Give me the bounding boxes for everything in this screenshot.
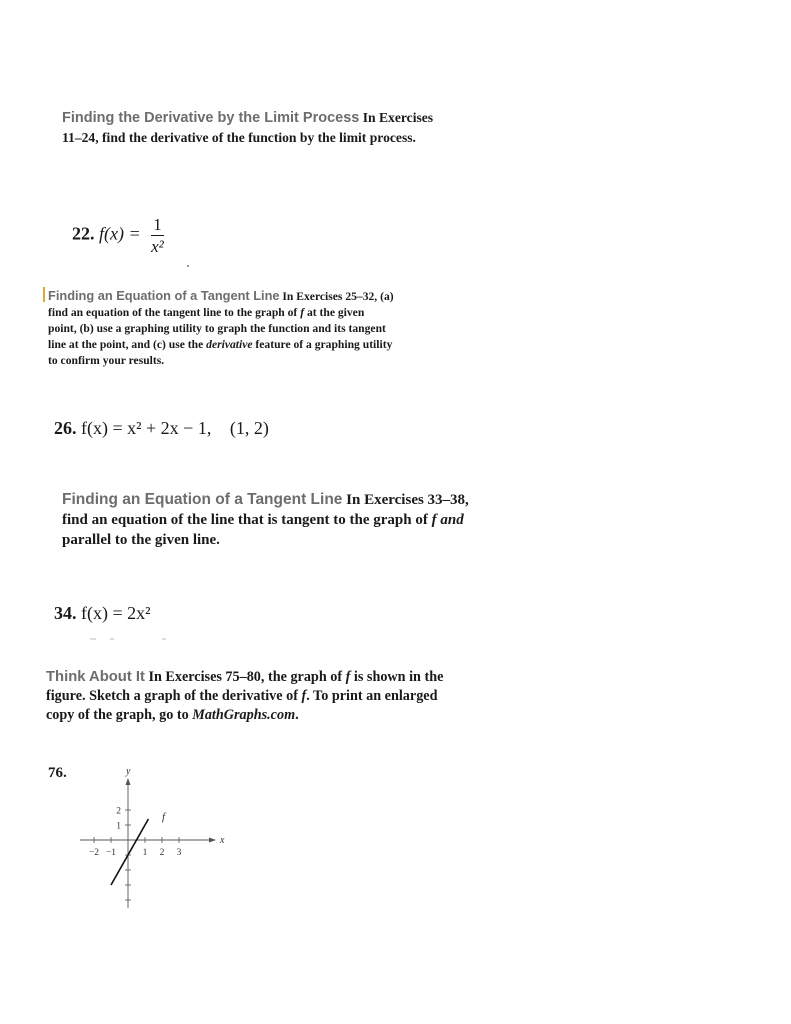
exercise-76-graph [70,762,240,912]
exercise-lhs: f(x) = [99,223,141,244]
instruction-part-d: . [295,707,299,723]
instruction-part-c: . To print an enlarged copy of the graph, go to [46,688,438,723]
highlight-marker [43,287,45,302]
stray-mark [187,265,189,267]
y-tick-label: 1 [116,821,121,832]
instruction-part-a: In Exercises 75–80, the graph of [148,669,346,685]
instruction-part-b: is shown in the figure. Sketch a graph of the derivative of [46,669,444,704]
exercise-34 [54,603,151,624]
exercise-number: 76. [48,765,67,781]
function-f: f [300,306,305,319]
section-tangent-line-1 [48,288,395,369]
exercise-expression: f(x) = 2x² [81,603,151,623]
exercise-number: 34. [54,603,77,623]
curve-label: f [162,811,166,823]
y-axis-label: y [126,766,131,777]
instruction-part-c: feature of a graphing utility to confirm your results. [48,338,393,367]
y-axis-arrow [126,778,131,785]
exercise-point: (1, 2) [229,418,269,438]
f-and-term: f and [431,512,464,528]
section-instruction: In Exercises 11–24, find the derivative of the function by the limit process. [62,110,434,145]
exercise-expression: f(x) = x² + 2x − 1, [81,418,212,438]
exercise-76 [48,765,67,782]
instruction-part-a: In Exercises 25–32, (a) find an equation of the tangent line to the graph of [48,290,394,319]
x-tick-label: 3 [176,848,182,858]
fraction-denominator: x² [151,237,164,256]
mathgraphs-link: MathGraphs.com [192,707,296,723]
x-tick-label: 2 [159,848,165,858]
instruction-part-b: parallel to the given line. [62,532,220,548]
section-heading: Think About It [46,669,145,685]
section-heading: Finding an Equation of a Tangent Line [48,288,280,303]
fraction-numerator: 1 [151,216,164,236]
instruction-part-b: at the given point, (b) use a graphing utility to graph the function and its tangent line at the point, and (c) use the [48,306,386,351]
function-f: f [301,688,307,704]
x-axis-arrow [209,838,216,843]
section-limit-process [62,108,454,147]
section-heading: Finding the Derivative by the Limit Process [62,110,360,126]
x-tick-label: −1 [105,848,117,858]
x-tick-label: 1 [142,848,148,858]
section-tangent-line-2 [62,490,492,550]
exercise-number: 22. [72,223,95,244]
instruction-part-a: In Exercises 33–38, find an equation of the line that is tangent to the graph of [62,492,469,528]
exercise-22 [72,216,164,255]
fraction [151,216,164,255]
section-think-about-it [46,668,446,725]
exercise-26 [54,418,269,439]
x-tick-label: −2 [88,848,100,858]
function-f: f [345,669,351,685]
faded-marks [60,636,180,642]
derivative-term: derivative [206,338,253,351]
y-tick-label: 2 [116,806,121,817]
x-axis-label: x [220,835,225,846]
exercise-number: 26. [54,418,77,438]
section-heading: Finding an Equation of a Tangent Line [62,491,343,508]
